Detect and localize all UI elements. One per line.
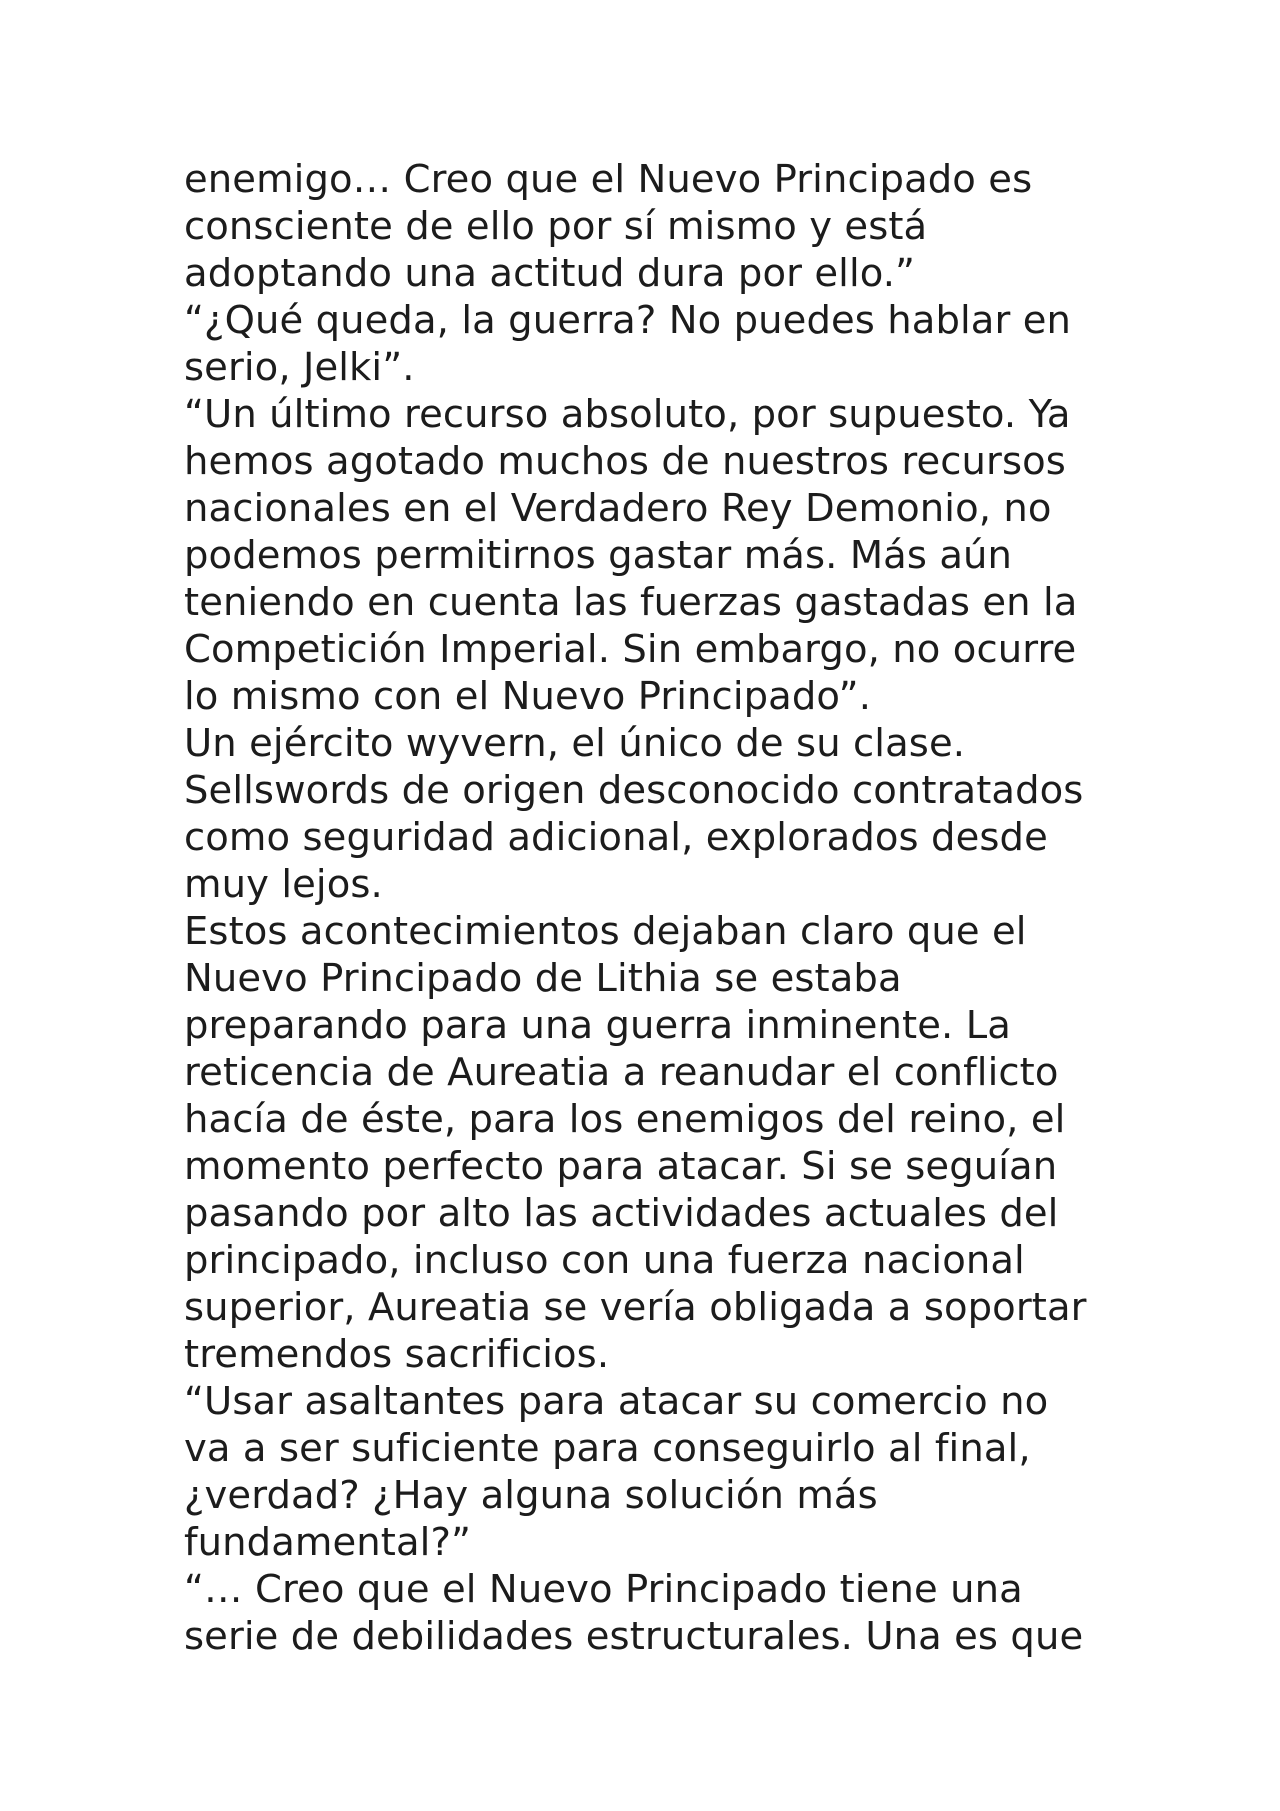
text-line: principado, incluso con una fuerza nacional — [184, 1238, 1025, 1283]
text-line: momento perfecto para atacar. Si se seguían — [184, 1144, 1058, 1189]
text-line: va a ser suficiente para conseguirlo al final, — [184, 1426, 1031, 1471]
text-line: fundamental?” — [184, 1520, 472, 1565]
text-line: muy lejos. — [184, 862, 383, 907]
text-line: consciente de ello por sí mismo y está — [184, 204, 928, 249]
text-line: Sellswords de origen desconocido contratados — [184, 768, 1084, 813]
text-line: Un ejército wyvern, el único de su clase. — [184, 721, 966, 766]
text-line: serie de debilidades estructurales. Una es que — [184, 1614, 1084, 1659]
text-line: pasando por alto las actividades actuales del — [184, 1191, 1059, 1236]
text-line: Estos acontecimientos dejaban claro que el — [184, 909, 1027, 954]
text-line: preparando para una guerra inminente. La — [184, 1003, 1011, 1048]
text-line: como seguridad adicional, explorados desde — [184, 815, 1048, 860]
text-line: adoptando una actitud dura por ello.” — [184, 251, 916, 296]
text-line: podemos permitirnos gastar más. Más aún — [184, 533, 1013, 578]
text-line: Nuevo Principado de Lithia se estaba — [184, 956, 902, 1001]
text-line: “… Creo que el Nuevo Principado tiene una — [184, 1567, 1023, 1612]
text-line: tremendos sacrificios. — [184, 1332, 610, 1377]
text-line: “¿Qué queda, la guerra? No puedes hablar en — [184, 298, 1072, 343]
text-line: hemos agotado muchos de nuestros recursos — [184, 439, 1066, 484]
text-line: “Un último recurso absoluto, por supuesto. Ya — [184, 392, 1071, 437]
text-line: enemigo… Creo que el Nuevo Principado es — [184, 157, 1033, 202]
text-line: nacionales en el Verdadero Rey Demonio, no — [184, 486, 1052, 531]
text-line: superior, Aureatia se vería obligada a soportar — [184, 1285, 1087, 1330]
text-line: reticencia de Aureatia a reanudar el conflicto — [184, 1050, 1059, 1095]
text-line: teniendo en cuenta las fuerzas gastadas en la — [184, 580, 1078, 625]
text-line: “Usar asaltantes para atacar su comercio no — [184, 1379, 1049, 1424]
text-line: Competición Imperial. Sin embargo, no ocurre — [184, 627, 1077, 672]
text-line: ¿verdad? ¿Hay alguna solución más — [184, 1473, 878, 1518]
body-text — [184, 156, 1104, 1660]
text-line: hacía de éste, para los enemigos del reino, el — [184, 1097, 1066, 1142]
text-line: lo mismo con el Nuevo Principado”. — [184, 674, 872, 719]
text-line: serio, Jelki”. — [184, 345, 415, 390]
